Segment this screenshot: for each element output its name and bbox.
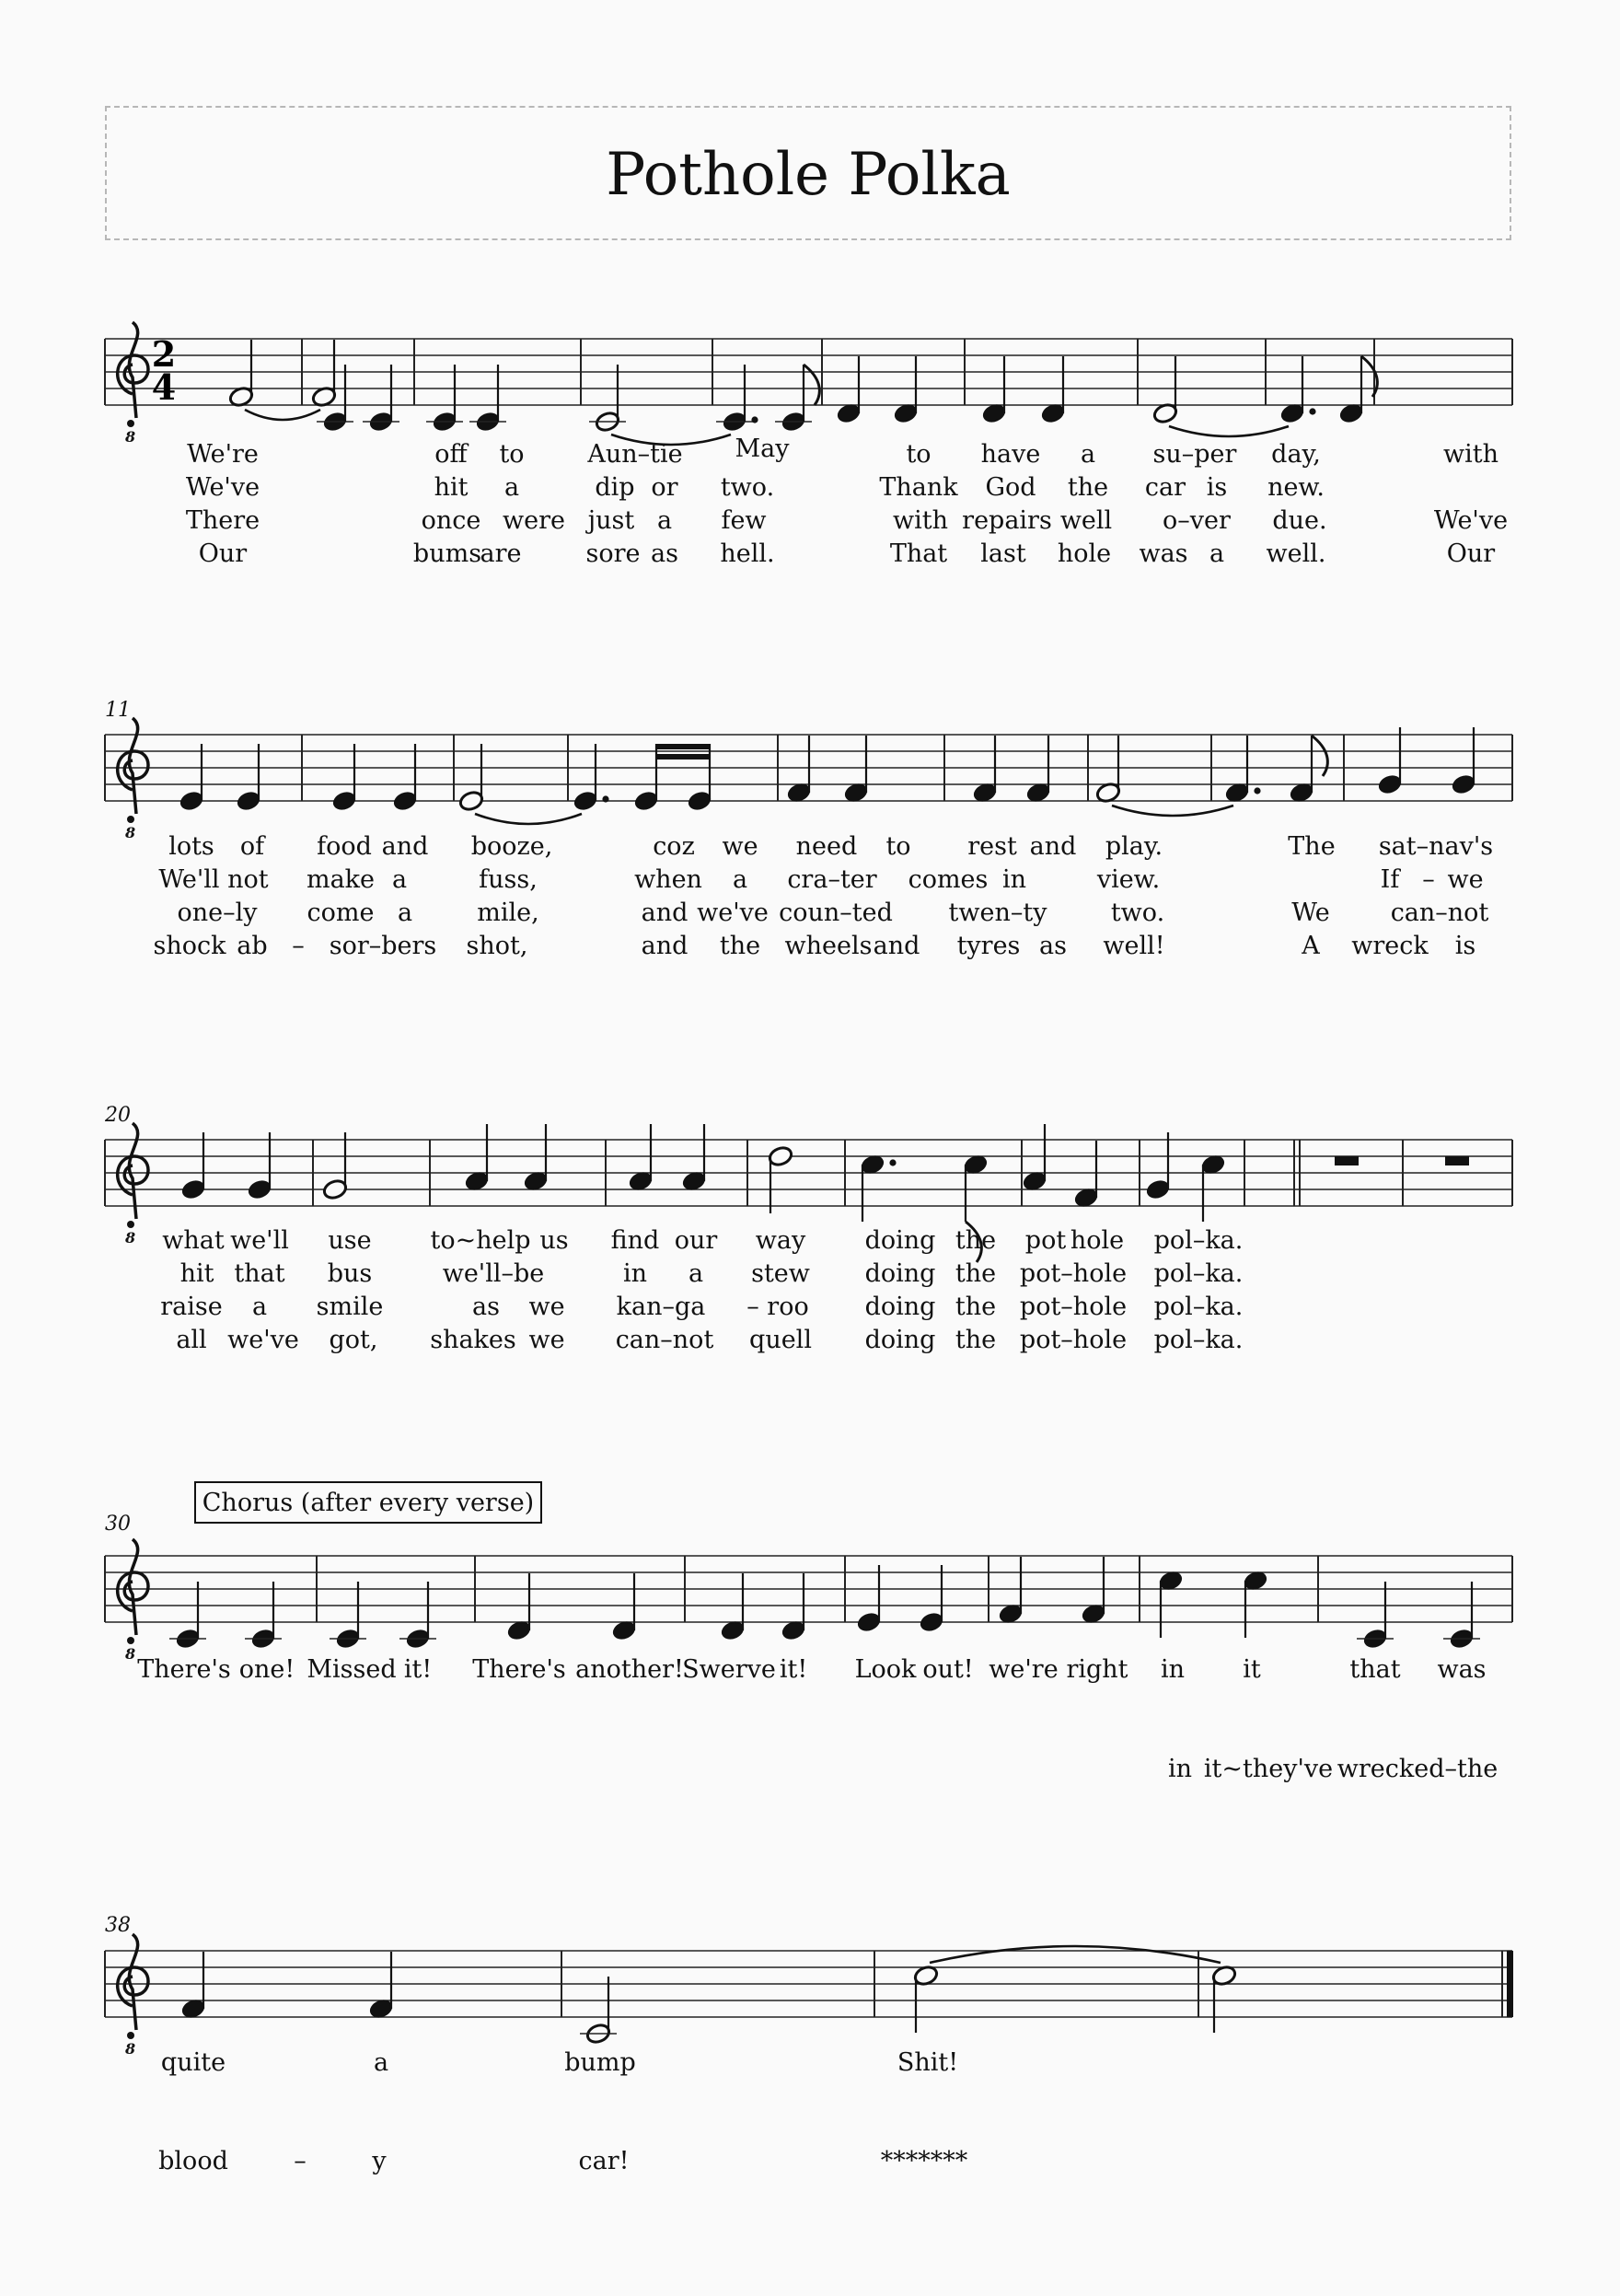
lyric: lots xyxy=(168,832,214,861)
lyric: cra–ter xyxy=(787,865,877,894)
lyric: play. xyxy=(1105,832,1163,861)
lyric: food xyxy=(317,832,372,861)
lyric: we're xyxy=(989,1655,1059,1684)
lyric: and xyxy=(381,832,429,861)
lyric: mile, xyxy=(477,899,539,927)
lyric: the xyxy=(719,932,761,960)
lyric: coz xyxy=(653,832,695,861)
lyrics-system-5 xyxy=(158,2048,968,2175)
lyric: once xyxy=(421,506,481,535)
lyric: a xyxy=(391,865,408,894)
lyric: is xyxy=(1206,473,1228,502)
clef-octave-8: 8 xyxy=(125,1229,136,1247)
final-barline xyxy=(1507,1951,1513,2017)
lyric: a xyxy=(373,2048,389,2077)
lyric: Thank xyxy=(879,473,958,502)
treble-clef-8 xyxy=(127,420,134,427)
lyric: We've xyxy=(1433,506,1509,535)
lyric: we'll–be xyxy=(442,1259,545,1288)
lyric: one–ly xyxy=(177,899,258,927)
lyric: rest xyxy=(967,832,1017,861)
time-signature-bottom: 4 xyxy=(151,366,177,408)
lyric: sor–bers xyxy=(329,932,437,960)
lyric: That xyxy=(889,539,948,568)
lyric: well. xyxy=(1266,539,1326,568)
measure-number-30: 30 xyxy=(105,1513,131,1536)
lyric: it! xyxy=(403,1655,433,1684)
lyric: we xyxy=(528,1326,565,1354)
lyric: we've xyxy=(227,1326,299,1354)
lyric: and xyxy=(641,932,688,960)
lyric: blood xyxy=(158,2147,228,2175)
lyric: in xyxy=(1160,1655,1186,1684)
lyric: quell xyxy=(749,1326,812,1354)
lyric: it! xyxy=(779,1655,808,1684)
ties xyxy=(245,410,1289,1963)
lyric: new. xyxy=(1267,473,1325,502)
lyric: our xyxy=(674,1226,718,1255)
lyric: repairs xyxy=(962,506,1052,535)
page-title: Pothole Polka xyxy=(606,141,1011,209)
lyric: the xyxy=(1067,473,1109,502)
whole-rest xyxy=(1335,1156,1359,1165)
treble-clef-8 xyxy=(127,2032,134,2039)
clef-octave-8: 8 xyxy=(125,824,136,841)
lyric: out! xyxy=(922,1655,974,1684)
lyric: the xyxy=(955,1326,997,1354)
augmentation-dot xyxy=(1254,787,1260,794)
augmentation-dot xyxy=(751,416,758,423)
lyric: shot, xyxy=(466,932,528,960)
lyric: with xyxy=(893,506,948,535)
lyric: find xyxy=(610,1226,660,1255)
lyric: all xyxy=(176,1326,207,1354)
lyric: we xyxy=(722,832,758,861)
lyric: what xyxy=(162,1226,225,1255)
lyric: doing xyxy=(864,1259,936,1288)
lyric: car xyxy=(1144,473,1186,502)
lyric: ab xyxy=(237,932,268,960)
lyric: or xyxy=(651,473,678,502)
lyric: pol–ka. xyxy=(1153,1226,1244,1255)
measure-number-20: 20 xyxy=(105,1104,131,1127)
lyric: have xyxy=(980,440,1041,469)
lyric: last xyxy=(980,539,1026,568)
lyric: hit xyxy=(434,473,469,502)
note-flag xyxy=(804,365,819,405)
lyric: hole xyxy=(1057,539,1112,568)
lyric: pol–ka. xyxy=(1153,1326,1244,1354)
lyric: are xyxy=(480,539,522,568)
lyric: twen–ty xyxy=(948,899,1047,927)
lyric: Missed xyxy=(307,1655,397,1684)
tie xyxy=(245,410,320,420)
lyric: ******* xyxy=(880,2147,968,2175)
lyric: to xyxy=(885,832,911,861)
lyric: – xyxy=(292,932,305,960)
augmentation-dot xyxy=(602,795,608,802)
lyric: in xyxy=(1001,865,1027,894)
lyric: way xyxy=(755,1226,806,1255)
beam xyxy=(656,754,710,760)
treble-clef-8 xyxy=(129,1934,137,2030)
lyric: to~help xyxy=(430,1226,531,1255)
lyric: Shit! xyxy=(897,2048,959,2077)
lyric: can–not xyxy=(615,1326,714,1354)
lyric: was xyxy=(1139,539,1188,568)
treble-clef-8 xyxy=(129,718,137,814)
lyric: pol–ka. xyxy=(1153,1293,1244,1321)
lyric: need xyxy=(795,832,858,861)
lyric: to xyxy=(906,440,932,469)
lyric: – xyxy=(294,2147,307,2175)
lyric: y xyxy=(372,2147,387,2175)
lyric: come xyxy=(307,899,375,927)
lyric: There's xyxy=(472,1655,566,1684)
lyric: Aun–tie xyxy=(587,440,683,469)
tie xyxy=(475,814,582,824)
staff-system-3 xyxy=(105,1140,1512,1206)
lyric: shakes xyxy=(430,1326,516,1354)
lyric: Look xyxy=(854,1655,917,1684)
lyric: pot xyxy=(1024,1226,1067,1255)
clef-octave-8: 8 xyxy=(125,428,136,446)
lyric: a xyxy=(251,1293,268,1321)
time-signature xyxy=(152,333,176,408)
lyric: God xyxy=(985,473,1036,502)
lyric: Our xyxy=(198,539,248,568)
lyric: We xyxy=(1291,899,1330,927)
lyric: hell. xyxy=(720,539,775,568)
notes xyxy=(169,340,1480,2045)
lyric: it~they've xyxy=(1203,1755,1334,1783)
tie xyxy=(1169,426,1289,436)
lyric: due. xyxy=(1272,506,1327,535)
lyric: of xyxy=(239,832,265,861)
time-signature-top: 2 xyxy=(151,333,177,375)
lyric: we'll xyxy=(230,1226,289,1255)
lyric: kan–ga xyxy=(616,1293,706,1321)
lyric: coun–ted xyxy=(779,899,893,927)
treble-clef-8 xyxy=(129,322,137,418)
lyric: us xyxy=(539,1226,569,1255)
lyric: view. xyxy=(1096,865,1161,894)
lyric: We're xyxy=(187,440,259,469)
lyric: the xyxy=(955,1259,997,1288)
beam xyxy=(656,744,710,749)
lyric: when xyxy=(634,865,702,894)
lyric: pot–hole xyxy=(1019,1259,1128,1288)
rehearsal-mark: Chorus (after every verse) xyxy=(202,1489,535,1517)
lyric: was xyxy=(1437,1655,1487,1684)
lyric: fuss, xyxy=(479,865,538,894)
lyric: quite xyxy=(160,2048,226,2077)
lyric: is xyxy=(1454,932,1476,960)
lyrics-system-2 xyxy=(154,832,1494,960)
lyric: Our xyxy=(1446,539,1496,568)
lyric: that xyxy=(1349,1655,1401,1684)
lyric: wheels xyxy=(784,932,873,960)
lyric: smile xyxy=(316,1293,384,1321)
lyrics-system-3 xyxy=(160,1226,1243,1354)
lyric: a xyxy=(503,473,520,502)
lyric: a xyxy=(397,899,413,927)
lyric: the xyxy=(955,1293,997,1321)
tie xyxy=(1112,806,1233,816)
lyric: wreck xyxy=(1351,932,1429,960)
lyric: a xyxy=(688,1259,704,1288)
lyric: o–ver xyxy=(1163,506,1231,535)
lyric: su–per xyxy=(1152,440,1237,469)
lyric: We've xyxy=(185,473,260,502)
lyric: two. xyxy=(1110,899,1165,927)
lyric: a xyxy=(1209,539,1225,568)
lyric: we've xyxy=(697,899,769,927)
treble-clef-8 xyxy=(129,1539,137,1635)
lyric: use xyxy=(328,1226,372,1255)
lyric: comes xyxy=(908,865,989,894)
lyric: that xyxy=(234,1259,285,1288)
staff-system-5 xyxy=(105,1951,1512,2017)
lyric: shock xyxy=(153,932,226,960)
lyric: a xyxy=(732,865,748,894)
lyric: as xyxy=(651,539,678,568)
treble-clef-8 xyxy=(129,1123,137,1219)
lyric: as xyxy=(1039,932,1067,960)
lyric: one! xyxy=(238,1655,295,1684)
lyric: and xyxy=(1029,832,1077,861)
lyric: hit xyxy=(179,1259,214,1288)
lyric: doing xyxy=(864,1326,936,1354)
treble-clef-8 xyxy=(127,1637,134,1644)
lyric: were xyxy=(503,506,565,535)
lyric: to xyxy=(499,440,525,469)
lyric: with xyxy=(1443,440,1498,469)
lyric: sore xyxy=(585,539,641,568)
clef-octave-8: 8 xyxy=(125,1645,136,1663)
measure-number-38: 38 xyxy=(105,1914,131,1937)
lyric: and xyxy=(873,932,920,960)
lyric: raise xyxy=(160,1293,223,1321)
lyric: bums xyxy=(412,539,482,568)
lyric: got, xyxy=(329,1326,378,1354)
lyric: hole xyxy=(1070,1226,1125,1255)
whole-rest xyxy=(1445,1156,1469,1165)
lyric: pot–hole xyxy=(1019,1293,1128,1321)
lyric: – xyxy=(746,1293,759,1321)
lyric: bump xyxy=(564,2048,636,2077)
lyric: May xyxy=(735,435,790,463)
augmentation-dot xyxy=(1309,408,1315,414)
treble-clef-8 xyxy=(127,816,134,823)
lyric: the xyxy=(955,1226,997,1255)
lyric: doing xyxy=(864,1293,936,1321)
lyric: – xyxy=(1422,865,1435,894)
lyric: dip xyxy=(595,473,635,502)
lyrics xyxy=(137,435,1508,2175)
lyric: can–not xyxy=(1390,899,1489,927)
clef-octave-8: 8 xyxy=(125,2040,136,2058)
lyric: a xyxy=(656,506,673,535)
lyric: we xyxy=(1447,865,1484,894)
lyric: pol–ka. xyxy=(1153,1259,1244,1288)
lyric: bus xyxy=(327,1259,373,1288)
lyrics-system-4 xyxy=(137,1655,1498,1783)
lyric: few xyxy=(721,506,767,535)
lyrics-system-1 xyxy=(186,435,1508,568)
lyric: in xyxy=(622,1259,648,1288)
lyric: just xyxy=(587,506,635,535)
tie xyxy=(930,1946,1221,1963)
lyric: a xyxy=(1080,440,1096,469)
lyric: we xyxy=(528,1293,565,1321)
note-flag xyxy=(1312,736,1327,776)
lyric: doing xyxy=(864,1226,936,1255)
lyric: The xyxy=(1288,832,1336,861)
lyric: make xyxy=(306,865,376,894)
lyric: off xyxy=(434,440,468,469)
lyric: roo xyxy=(767,1293,809,1321)
lyric: wrecked–the xyxy=(1336,1755,1498,1783)
lyric: Swerve xyxy=(682,1655,776,1684)
lyric: There xyxy=(185,506,260,535)
lyric: and xyxy=(641,899,688,927)
lyric: well! xyxy=(1103,932,1165,960)
lyric: There's xyxy=(137,1655,231,1684)
lyric: sat–nav's xyxy=(1378,832,1494,861)
lyric: car! xyxy=(578,2147,630,2175)
lyric: another! xyxy=(575,1655,684,1684)
lyric: well xyxy=(1059,506,1113,535)
lyric: booze, xyxy=(470,832,553,861)
augmentation-dot xyxy=(889,1159,896,1165)
lyric: stew xyxy=(751,1259,810,1288)
lyric: We'll not xyxy=(158,865,269,894)
lyric: right xyxy=(1066,1655,1128,1684)
lyric: it xyxy=(1243,1655,1261,1684)
lyric: two. xyxy=(720,473,775,502)
lyric: tyres xyxy=(956,932,1021,960)
lyric: in xyxy=(1167,1755,1193,1783)
lyric: A xyxy=(1302,932,1320,960)
lyric: day, xyxy=(1271,440,1321,469)
lyric: pot–hole xyxy=(1019,1326,1128,1354)
lyric: If xyxy=(1380,865,1400,894)
treble-clef-8 xyxy=(127,1221,134,1228)
measure-number-11: 11 xyxy=(105,699,131,722)
lyric: as xyxy=(472,1293,500,1321)
